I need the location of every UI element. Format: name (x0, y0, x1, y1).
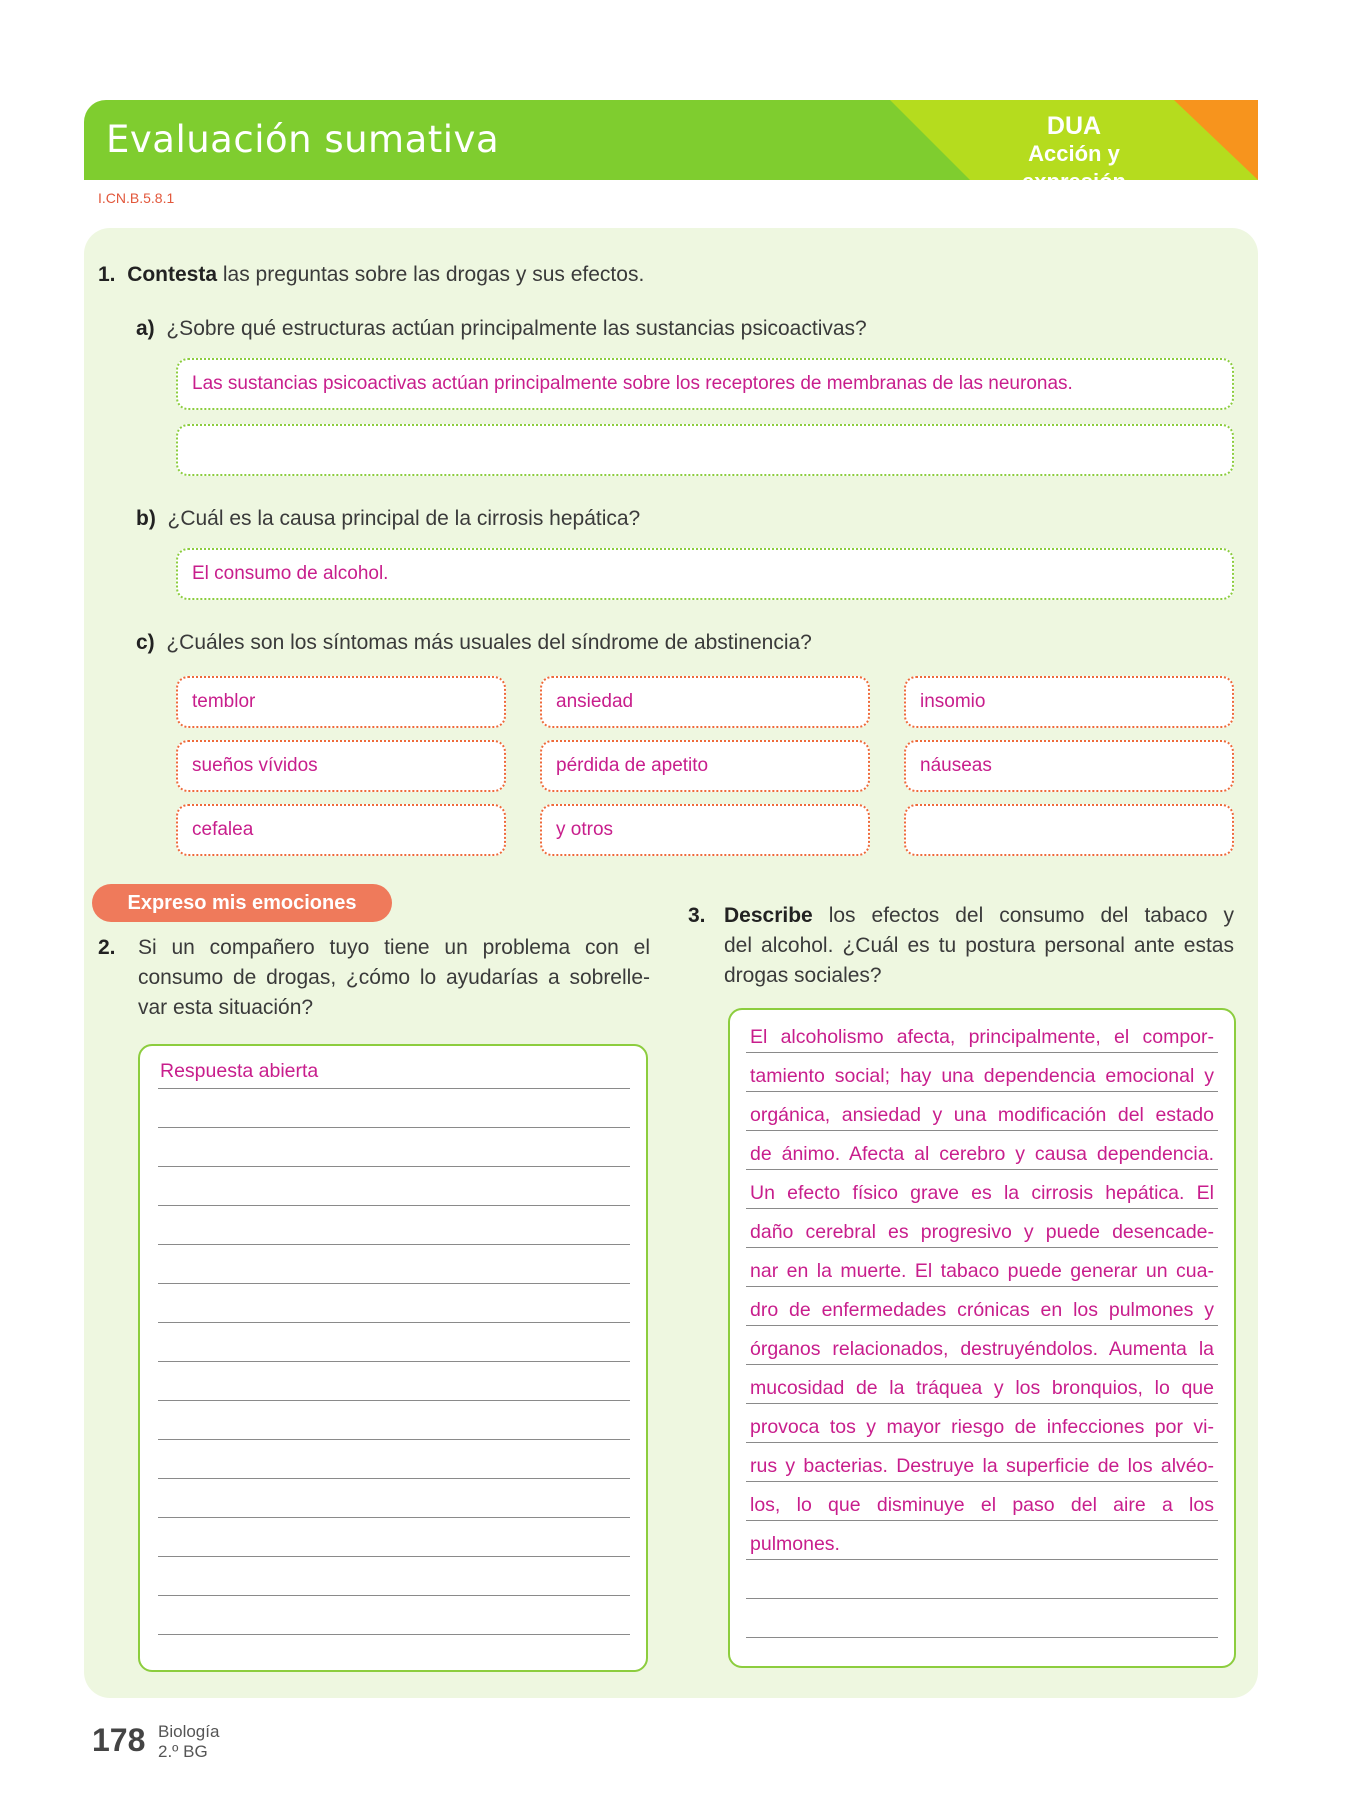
question-2-line: consumo de drogas, ¿cómo lo ayudarías a sobrelle- (138, 966, 650, 989)
answer-3-line-text: nar en la muerte. El tabaco puede generar un cua- (750, 1260, 1214, 1282)
writing-line (158, 1166, 630, 1167)
answer-3-line-text: los, lo que disminuye el paso del aire a los (750, 1494, 1214, 1516)
answer-3-line-text: provoca tos y mayor riesgo de infecciones por vi- (750, 1416, 1214, 1438)
section-header (84, 100, 1258, 194)
question-2-line: Si un compañero tuyo tiene un problema con el (138, 936, 650, 959)
question-1c-text: ¿Cuáles son los síntomas más usuales del síndrome de abstinencia? (166, 631, 812, 654)
writing-line (158, 1439, 630, 1440)
answer-2-frame[interactable] (138, 1044, 648, 1672)
symptom-text: pérdida de apetito (556, 755, 709, 776)
question-1-verb: Contesta (127, 263, 218, 286)
question-1-number: 1. (98, 263, 116, 286)
writing-line (746, 1637, 1218, 1638)
symptom-cell[interactable] (904, 676, 1234, 728)
question-1a-text: ¿Sobre qué estructuras actúan principalmente las sustancias psicoactivas? (166, 317, 867, 340)
answer-3-line-text: órganos relacionados, destruyéndolos. Aumenta la (750, 1338, 1214, 1360)
emotions-badge: Expreso mis emociones (92, 884, 392, 922)
question-3 (688, 901, 1234, 991)
symptom-text: náuseas (920, 755, 992, 776)
symptom-cell[interactable] (904, 740, 1234, 792)
answer-3-line-text: de ánimo. Afecta al cerebro y causa dependencia. (750, 1143, 1214, 1165)
answer-3-line-text: mucosidad de la tráquea y los bronquios, lo que (750, 1377, 1214, 1399)
answer-3-line-text: orgánica, ansiedad y una modificación del estado (750, 1104, 1214, 1126)
question-1a-label: a) (136, 317, 155, 340)
answer-1b-text: El consumo de alcohol. (192, 563, 389, 584)
symptom-text: ansiedad (556, 691, 634, 712)
question-1b-label: b) (136, 507, 156, 530)
symptom-text: insomio (920, 691, 986, 712)
symptom-text: sueños vívidos (192, 755, 318, 776)
question-2 (98, 933, 658, 1023)
answer-3-line-text: rus y bacterias. Destruye la superficie de los alvéo- (750, 1455, 1214, 1477)
question-1c (136, 628, 812, 658)
writing-line (746, 1403, 1218, 1404)
writing-line (746, 1091, 1218, 1092)
answer-3-line-text: pulmones. (750, 1533, 840, 1555)
question-3-line: drogas sociales? (724, 964, 882, 987)
dua-badge (974, 112, 1174, 196)
writing-line (158, 1400, 630, 1401)
answer-3-line-text: dro de enfermedades crónicas en los pulmones y (750, 1299, 1214, 1321)
symptom-cell[interactable] (540, 740, 870, 792)
answer-3-line-text: El alcoholismo afecta, principalmente, el compor- (750, 1026, 1214, 1048)
symptom-text: cefalea (192, 819, 254, 840)
writing-line (158, 1595, 630, 1596)
writing-line (158, 1556, 630, 1557)
question-3-line: del alcohol. ¿Cuál es tu postura personal ante estas (724, 934, 1234, 957)
answer-1b-field[interactable] (176, 548, 1234, 600)
footer-subject (158, 1722, 219, 1762)
question-1a (136, 314, 867, 344)
dua-subtitle: Acción y expresión (1022, 141, 1126, 194)
writing-line (746, 1325, 1218, 1326)
writing-line (746, 1598, 1218, 1599)
question-2-line: var esta situación? (138, 996, 314, 1019)
answer-1a-text: Las sustancias psicoactivas actúan principalmente sobre los receptores de membranas de las neuronas. (192, 373, 1073, 394)
subject-name: Biología (158, 1722, 220, 1741)
writing-line (158, 1478, 630, 1479)
writing-line (746, 1286, 1218, 1287)
symptom-cell[interactable] (176, 804, 506, 856)
writing-line (158, 1127, 630, 1128)
writing-line (746, 1364, 1218, 1365)
answer-3-line-text: tamiento social; hay una dependencia emocional y (750, 1065, 1214, 1087)
writing-line (158, 1634, 630, 1635)
writing-line (746, 1247, 1218, 1248)
writing-line (158, 1322, 630, 1323)
writing-line (746, 1559, 1218, 1560)
answer-2-text: Respuesta abierta (160, 1060, 319, 1082)
writing-line (746, 1208, 1218, 1209)
answer-3-line-text: Un efecto físico grave es la cirrosis hepática. El (750, 1182, 1214, 1204)
writing-line (158, 1517, 630, 1518)
page-title: Evaluación sumativa (106, 118, 500, 161)
writing-line (746, 1520, 1218, 1521)
writing-line (746, 1169, 1218, 1170)
symptom-text: temblor (192, 691, 256, 712)
writing-line (746, 1481, 1218, 1482)
symptom-text: y otros (556, 819, 614, 840)
question-3-verb: Describe (724, 904, 813, 927)
writing-line (158, 1283, 630, 1284)
symptom-cell[interactable] (176, 740, 506, 792)
page-number: 178 (92, 1722, 146, 1758)
writing-line (158, 1244, 630, 1245)
answer-1a-field[interactable] (176, 358, 1234, 410)
question-1b-text: ¿Cuál es la causa principal de la cirrosis hepática? (167, 507, 641, 530)
dua-label: DUA (1046, 112, 1102, 140)
question-2-number: 2. (98, 936, 116, 959)
indicator-code: I.CN.B.5.8.1 (98, 190, 175, 206)
symptom-cell[interactable] (540, 804, 870, 856)
question-1-text: las preguntas sobre las drogas y sus efectos. (217, 263, 645, 286)
writing-line (746, 1130, 1218, 1131)
symptom-cell[interactable] (904, 804, 1234, 856)
writing-line (158, 1088, 630, 1089)
question-1c-label: c) (136, 631, 155, 654)
question-3-number: 3. (688, 904, 706, 927)
question-1 (98, 260, 644, 290)
writing-line (158, 1205, 630, 1206)
writing-line (746, 1052, 1218, 1053)
symptom-cell[interactable] (176, 676, 506, 728)
writing-line (158, 1361, 630, 1362)
question-3-text: los efectos del consumo del tabaco y (812, 904, 1234, 927)
answer-1a-field-2[interactable] (176, 424, 1234, 476)
answer-3-line-text: daño cerebral es progresivo y puede desencade- (750, 1221, 1214, 1243)
grade-label: 2.º BG (158, 1742, 208, 1761)
symptom-cell[interactable] (540, 676, 870, 728)
question-1b (136, 504, 640, 534)
writing-line (746, 1442, 1218, 1443)
